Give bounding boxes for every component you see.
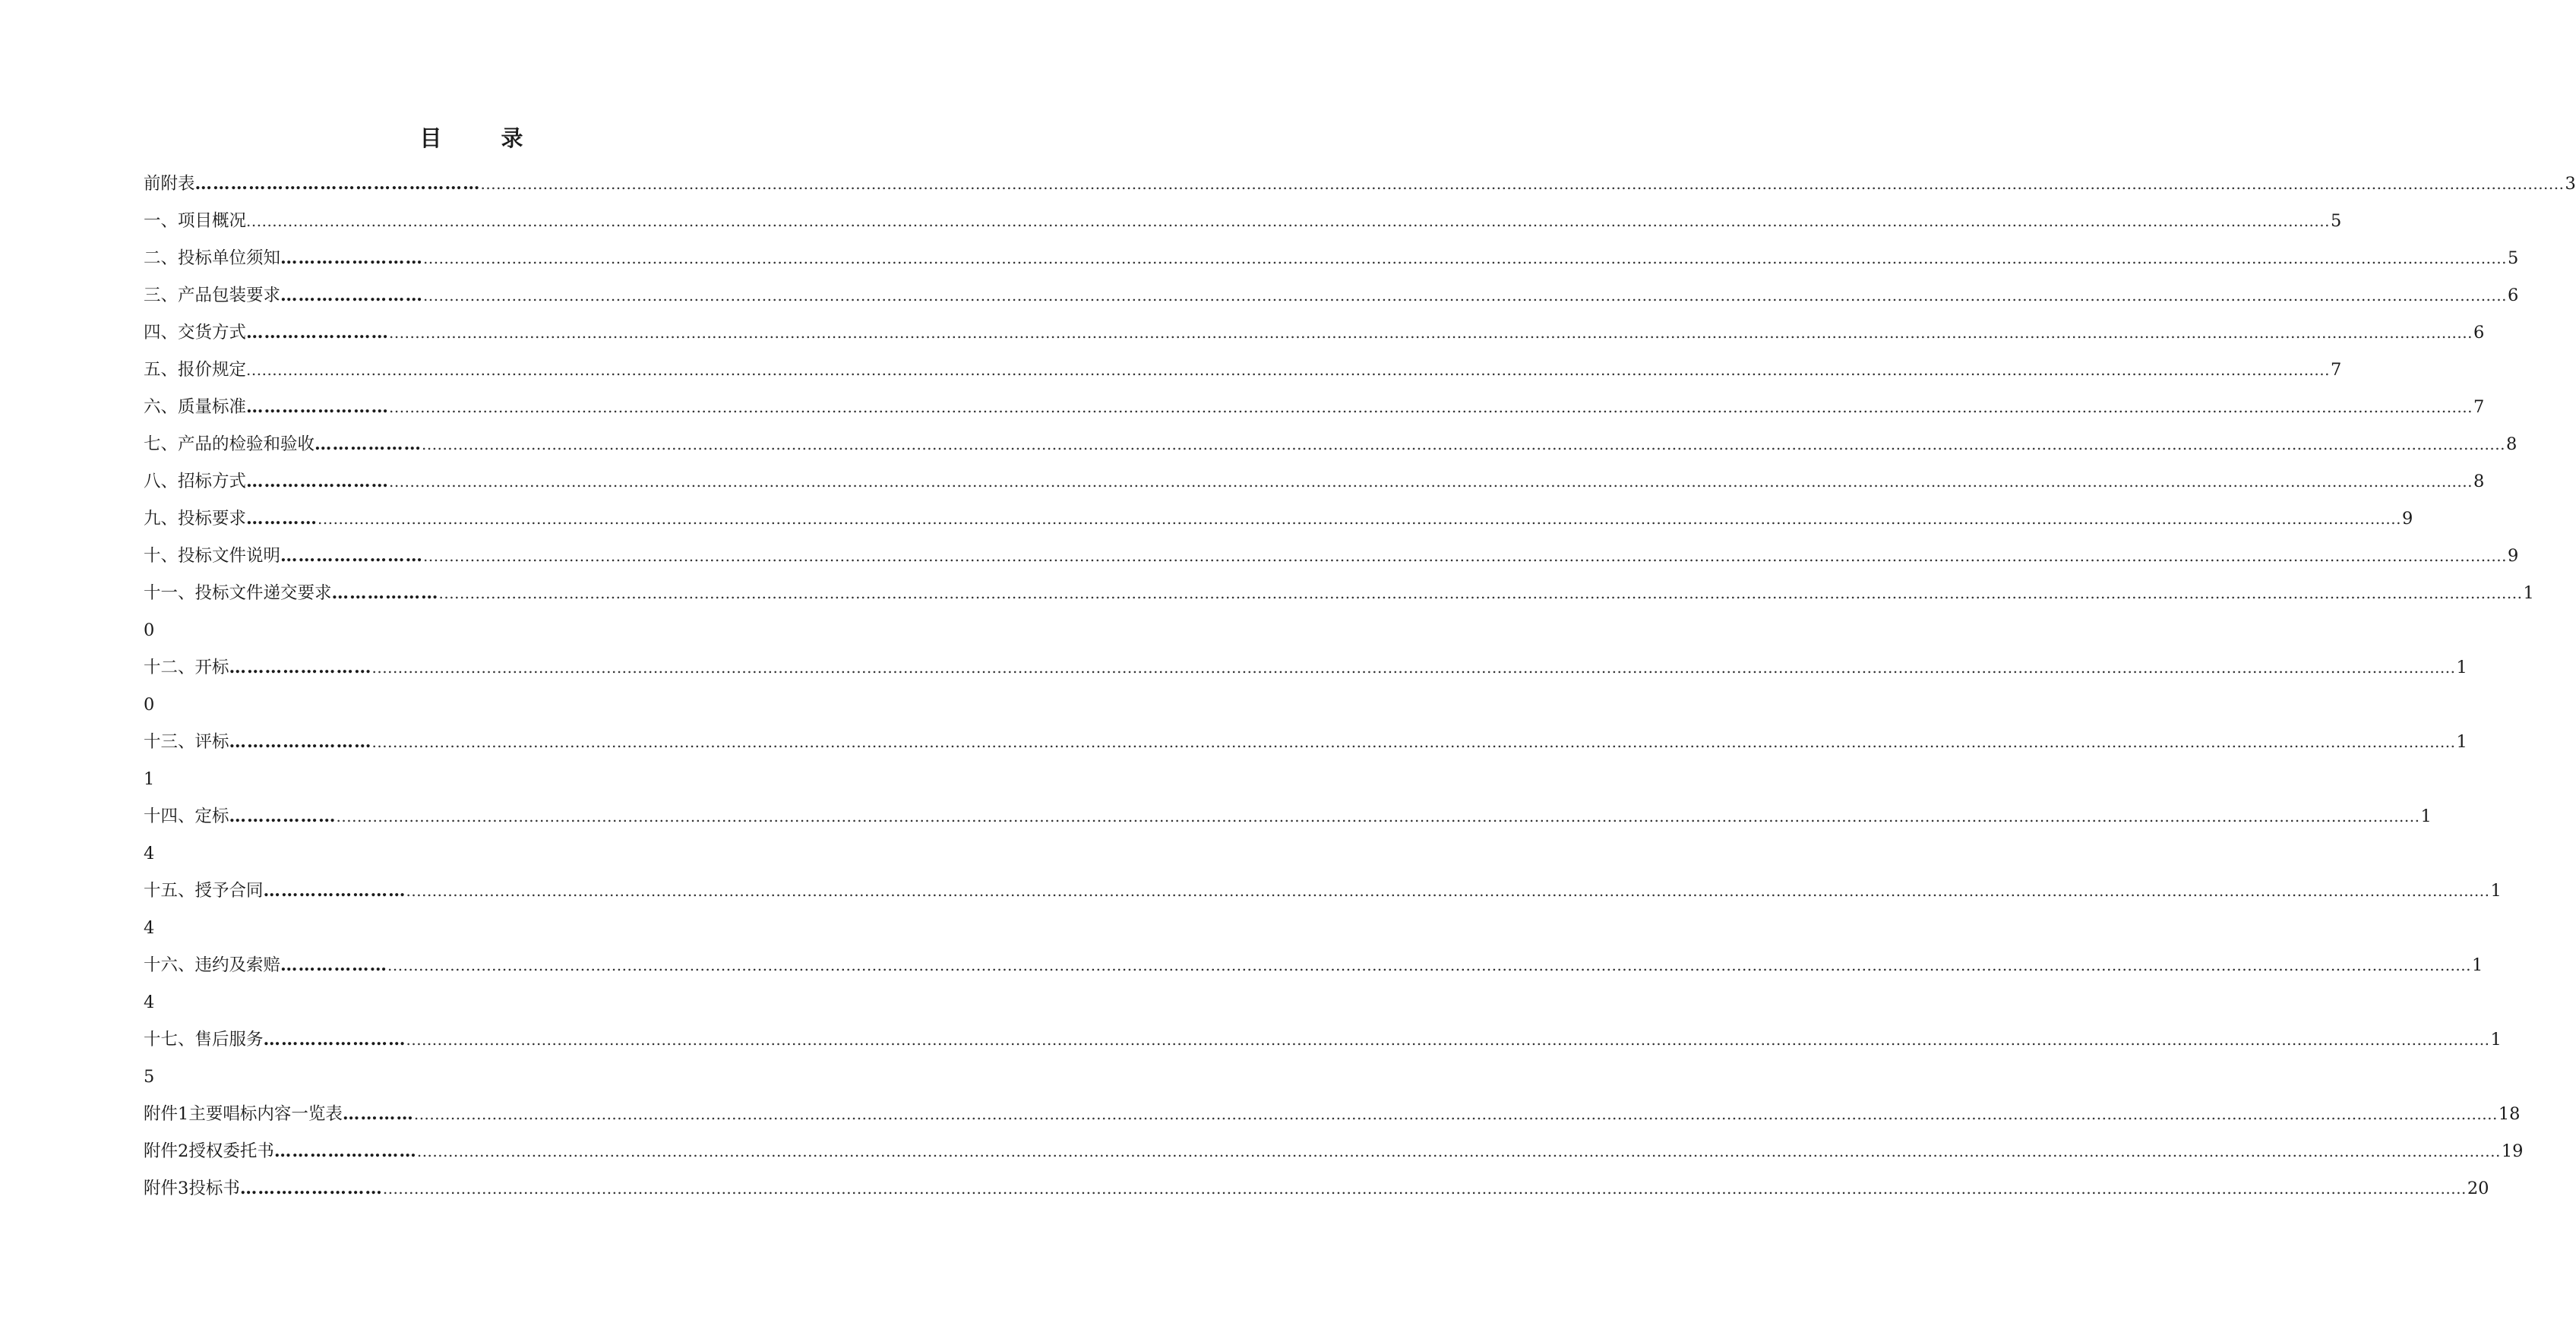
toc-page-number: 7 bbox=[2330, 360, 2342, 380]
toc-attachment-name: 授权委托书 bbox=[188, 1141, 274, 1161]
toc-leader-dots: ................................................................................................................................................................................................................................................................................................................................................................................................................ bbox=[246, 212, 2330, 230]
toc-attachment-row[interactable] bbox=[144, 1170, 2489, 1207]
toc-page-number: 18 bbox=[2498, 1104, 2521, 1124]
toc-entry[interactable] bbox=[144, 240, 2519, 277]
toc-page-number: 9 bbox=[2507, 546, 2519, 566]
toc-entry[interactable] bbox=[144, 314, 2485, 352]
toc-leader-bold: …………………… bbox=[246, 472, 390, 491]
toc-page-number-continuation: 1 bbox=[144, 769, 155, 789]
toc-page-number: 1 bbox=[2523, 583, 2534, 603]
toc-page-number: 20 bbox=[2467, 1179, 2489, 1198]
toc-leader-dots: ................................................................................................................................................................................................................................................................................................................................................................................................................ bbox=[423, 547, 2507, 565]
toc-entry-label: 六、质量标准 bbox=[144, 397, 247, 417]
toc-page-number-continuation: 5 bbox=[144, 1067, 155, 1087]
toc-leader-bold: …………………… bbox=[280, 286, 424, 305]
toc-leader-dots: ................................................................................................................................................................................................................................................................................................................................................................................................................ bbox=[389, 472, 2473, 491]
toc-entry[interactable] bbox=[144, 463, 2485, 500]
toc-entry-label: 前附表 bbox=[144, 174, 195, 194]
toc-leader-bold: ……………… bbox=[331, 583, 439, 603]
toc-leader-bold: …………………… bbox=[246, 323, 390, 342]
toc-attachment-name: 主要唱标内容一览表 bbox=[188, 1104, 343, 1124]
toc-entry[interactable] bbox=[144, 500, 2413, 538]
page-title: 目 录 bbox=[419, 125, 549, 151]
toc-page-number: 9 bbox=[2401, 509, 2413, 529]
toc-leader-dots: ................................................................................................................................................................................................................................................................................................................................................................................................................ bbox=[406, 882, 2490, 900]
toc-leader-dots: ................................................................................................................................................................................................................................................................................................................................................................................................................ bbox=[382, 1179, 2467, 1198]
toc-attachment-row[interactable] bbox=[144, 1133, 2524, 1170]
toc-entry[interactable] bbox=[144, 538, 2519, 575]
toc-leader-bold: …………………… bbox=[280, 546, 424, 566]
toc-page-number: 1 bbox=[2456, 658, 2467, 677]
toc-page-number: 8 bbox=[2505, 434, 2518, 454]
toc-entry-label: 十三、评标 bbox=[144, 732, 229, 752]
toc-page-number: 7 bbox=[2473, 397, 2485, 417]
toc-entry-label: 十六、违约及索赔 bbox=[144, 955, 281, 975]
toc-page-number-continuation: 4 bbox=[144, 844, 155, 863]
toc-entry-label: 十二、开标 bbox=[144, 658, 229, 677]
toc-entry-label: 附件2 bbox=[144, 1141, 189, 1161]
toc-page-number: 3 bbox=[2565, 174, 2576, 194]
toc-entry-label: 五、报价规定 bbox=[144, 360, 247, 380]
toc-page-number: 1 bbox=[2471, 955, 2483, 975]
toc-entry[interactable] bbox=[144, 947, 2483, 984]
toc-page-number-continuation: 4 bbox=[144, 918, 155, 938]
toc-leader-bold: …………………… bbox=[239, 1179, 383, 1198]
toc-entry-label: 一、项目概况 bbox=[144, 211, 247, 231]
toc-leader-bold: ………… bbox=[246, 509, 318, 529]
toc-entry[interactable] bbox=[144, 873, 2502, 910]
toc-entry[interactable] bbox=[144, 426, 2518, 463]
toc-page-number: 1 bbox=[2490, 881, 2502, 901]
toc-entry[interactable] bbox=[144, 649, 2467, 687]
toc-leader-bold: …………………… bbox=[246, 397, 390, 417]
toc-entry-label: 二、投标单位须知 bbox=[144, 248, 281, 268]
toc-entry-label: 四、交货方式 bbox=[144, 323, 247, 342]
toc-entry-label: 十七、售后服务 bbox=[144, 1030, 264, 1050]
toc-entry[interactable] bbox=[144, 724, 2467, 761]
toc-page-number: 8 bbox=[2473, 472, 2485, 491]
toc-leader-bold: …………………… bbox=[263, 1030, 406, 1050]
table-of-contents bbox=[144, 166, 2576, 1207]
toc-leader-dots: ................................................................................................................................................................................................................................................................................................................................................................................................................ bbox=[423, 286, 2507, 305]
toc-leader-dots: ................................................................................................................................................................................................................................................................................................................................................................................................................ bbox=[389, 324, 2473, 342]
toc-page-number-continuation: 0 bbox=[144, 620, 155, 640]
toc-leader-dots: ................................................................................................................................................................................................................................................................................................................................................................................................................ bbox=[422, 435, 2505, 453]
toc-page-number-continuation: 0 bbox=[144, 695, 155, 715]
toc-leader-dots: ................................................................................................................................................................................................................................................................................................................................................................................................................ bbox=[387, 956, 2471, 974]
toc-entry-label: 九、投标要求 bbox=[144, 509, 247, 529]
toc-page-number: 5 bbox=[2507, 248, 2519, 268]
toc-leader-bold: ……………… bbox=[314, 434, 422, 454]
toc-page-number: 1 bbox=[2490, 1030, 2502, 1050]
toc-leader-bold: …………………… bbox=[263, 881, 406, 901]
toc-entry[interactable] bbox=[144, 277, 2519, 314]
toc-leader-dots: ................................................................................................................................................................................................................................................................................................................................................................................................................ bbox=[423, 249, 2507, 267]
toc-entry[interactable] bbox=[144, 389, 2485, 426]
toc-leader-dots: ................................................................................................................................................................................................................................................................................................................................................................................................................ bbox=[371, 733, 2456, 751]
toc-leader-dots: ................................................................................................................................................................................................................................................................................................................................................................................................................ bbox=[336, 807, 2420, 825]
toc-leader-dots: ................................................................................................................................................................................................................................................................................................................................................................................................................ bbox=[416, 1142, 2501, 1160]
toc-entry[interactable] bbox=[144, 575, 2534, 612]
toc-leader-dots: ................................................................................................................................................................................................................................................................................................................................................................................................................ bbox=[480, 175, 2565, 193]
toc-entry-label: 十一、投标文件递交要求 bbox=[144, 583, 332, 603]
toc-attachment-name: 投标书 bbox=[188, 1179, 240, 1198]
toc-leader-bold: ………… bbox=[342, 1104, 414, 1124]
toc-entry-label: 附件1 bbox=[144, 1104, 189, 1124]
toc-leader-dots: ................................................................................................................................................................................................................................................................................................................................................................................................................ bbox=[246, 361, 2330, 379]
toc-entry-label: 三、产品包装要求 bbox=[144, 286, 281, 305]
toc-entry-label: 十五、授予合同 bbox=[144, 881, 264, 901]
toc-leader-bold: …………………… bbox=[280, 248, 424, 268]
toc-entry-label: 七、产品的检验和验收 bbox=[144, 434, 315, 454]
toc-entry-label: 八、招标方式 bbox=[144, 472, 247, 491]
toc-leader-bold: …………………… bbox=[229, 732, 372, 752]
toc-page-number-continuation: 4 bbox=[144, 993, 155, 1012]
toc-page-number: 6 bbox=[2473, 323, 2485, 342]
toc-leader-bold: …………………… bbox=[273, 1141, 417, 1161]
toc-entry-label: 十四、定标 bbox=[144, 806, 229, 826]
toc-page-number: 5 bbox=[2330, 211, 2342, 231]
toc-entry[interactable] bbox=[144, 352, 2342, 389]
toc-entry[interactable] bbox=[144, 166, 2576, 203]
toc-page-number: 19 bbox=[2501, 1141, 2524, 1161]
toc-leader-bold: …………………… bbox=[229, 658, 372, 677]
toc-entry[interactable] bbox=[144, 1021, 2502, 1059]
toc-leader-dots: ................................................................................................................................................................................................................................................................................................................................................................................................................ bbox=[413, 1105, 2498, 1123]
toc-entry[interactable] bbox=[144, 203, 2342, 240]
toc-leader-dots: ................................................................................................................................................................................................................................................................................................................................................................................................................ bbox=[438, 584, 2523, 602]
toc-page-number: 1 bbox=[2456, 732, 2467, 752]
toc-leader-bold: ………………………………………… bbox=[194, 174, 481, 194]
toc-entry-label: 十、投标文件说明 bbox=[144, 546, 281, 566]
toc-entry-label: 附件3 bbox=[144, 1179, 189, 1198]
toc-page-number: 1 bbox=[2420, 806, 2432, 826]
toc-leader-dots: ................................................................................................................................................................................................................................................................................................................................................................................................................ bbox=[389, 398, 2473, 416]
toc-leader-bold: ……………… bbox=[280, 955, 388, 975]
toc-page-number: 6 bbox=[2507, 286, 2519, 305]
toc-entry[interactable] bbox=[144, 798, 2432, 835]
toc-leader-dots: ................................................................................................................................................................................................................................................................................................................................................................................................................ bbox=[406, 1031, 2490, 1049]
toc-leader-dots: ................................................................................................................................................................................................................................................................................................................................................................................................................ bbox=[371, 658, 2456, 677]
toc-leader-dots: ................................................................................................................................................................................................................................................................................................................................................................................................................ bbox=[318, 510, 2401, 528]
toc-leader-bold: ……………… bbox=[229, 806, 337, 826]
toc-attachment-row[interactable] bbox=[144, 1096, 2521, 1133]
